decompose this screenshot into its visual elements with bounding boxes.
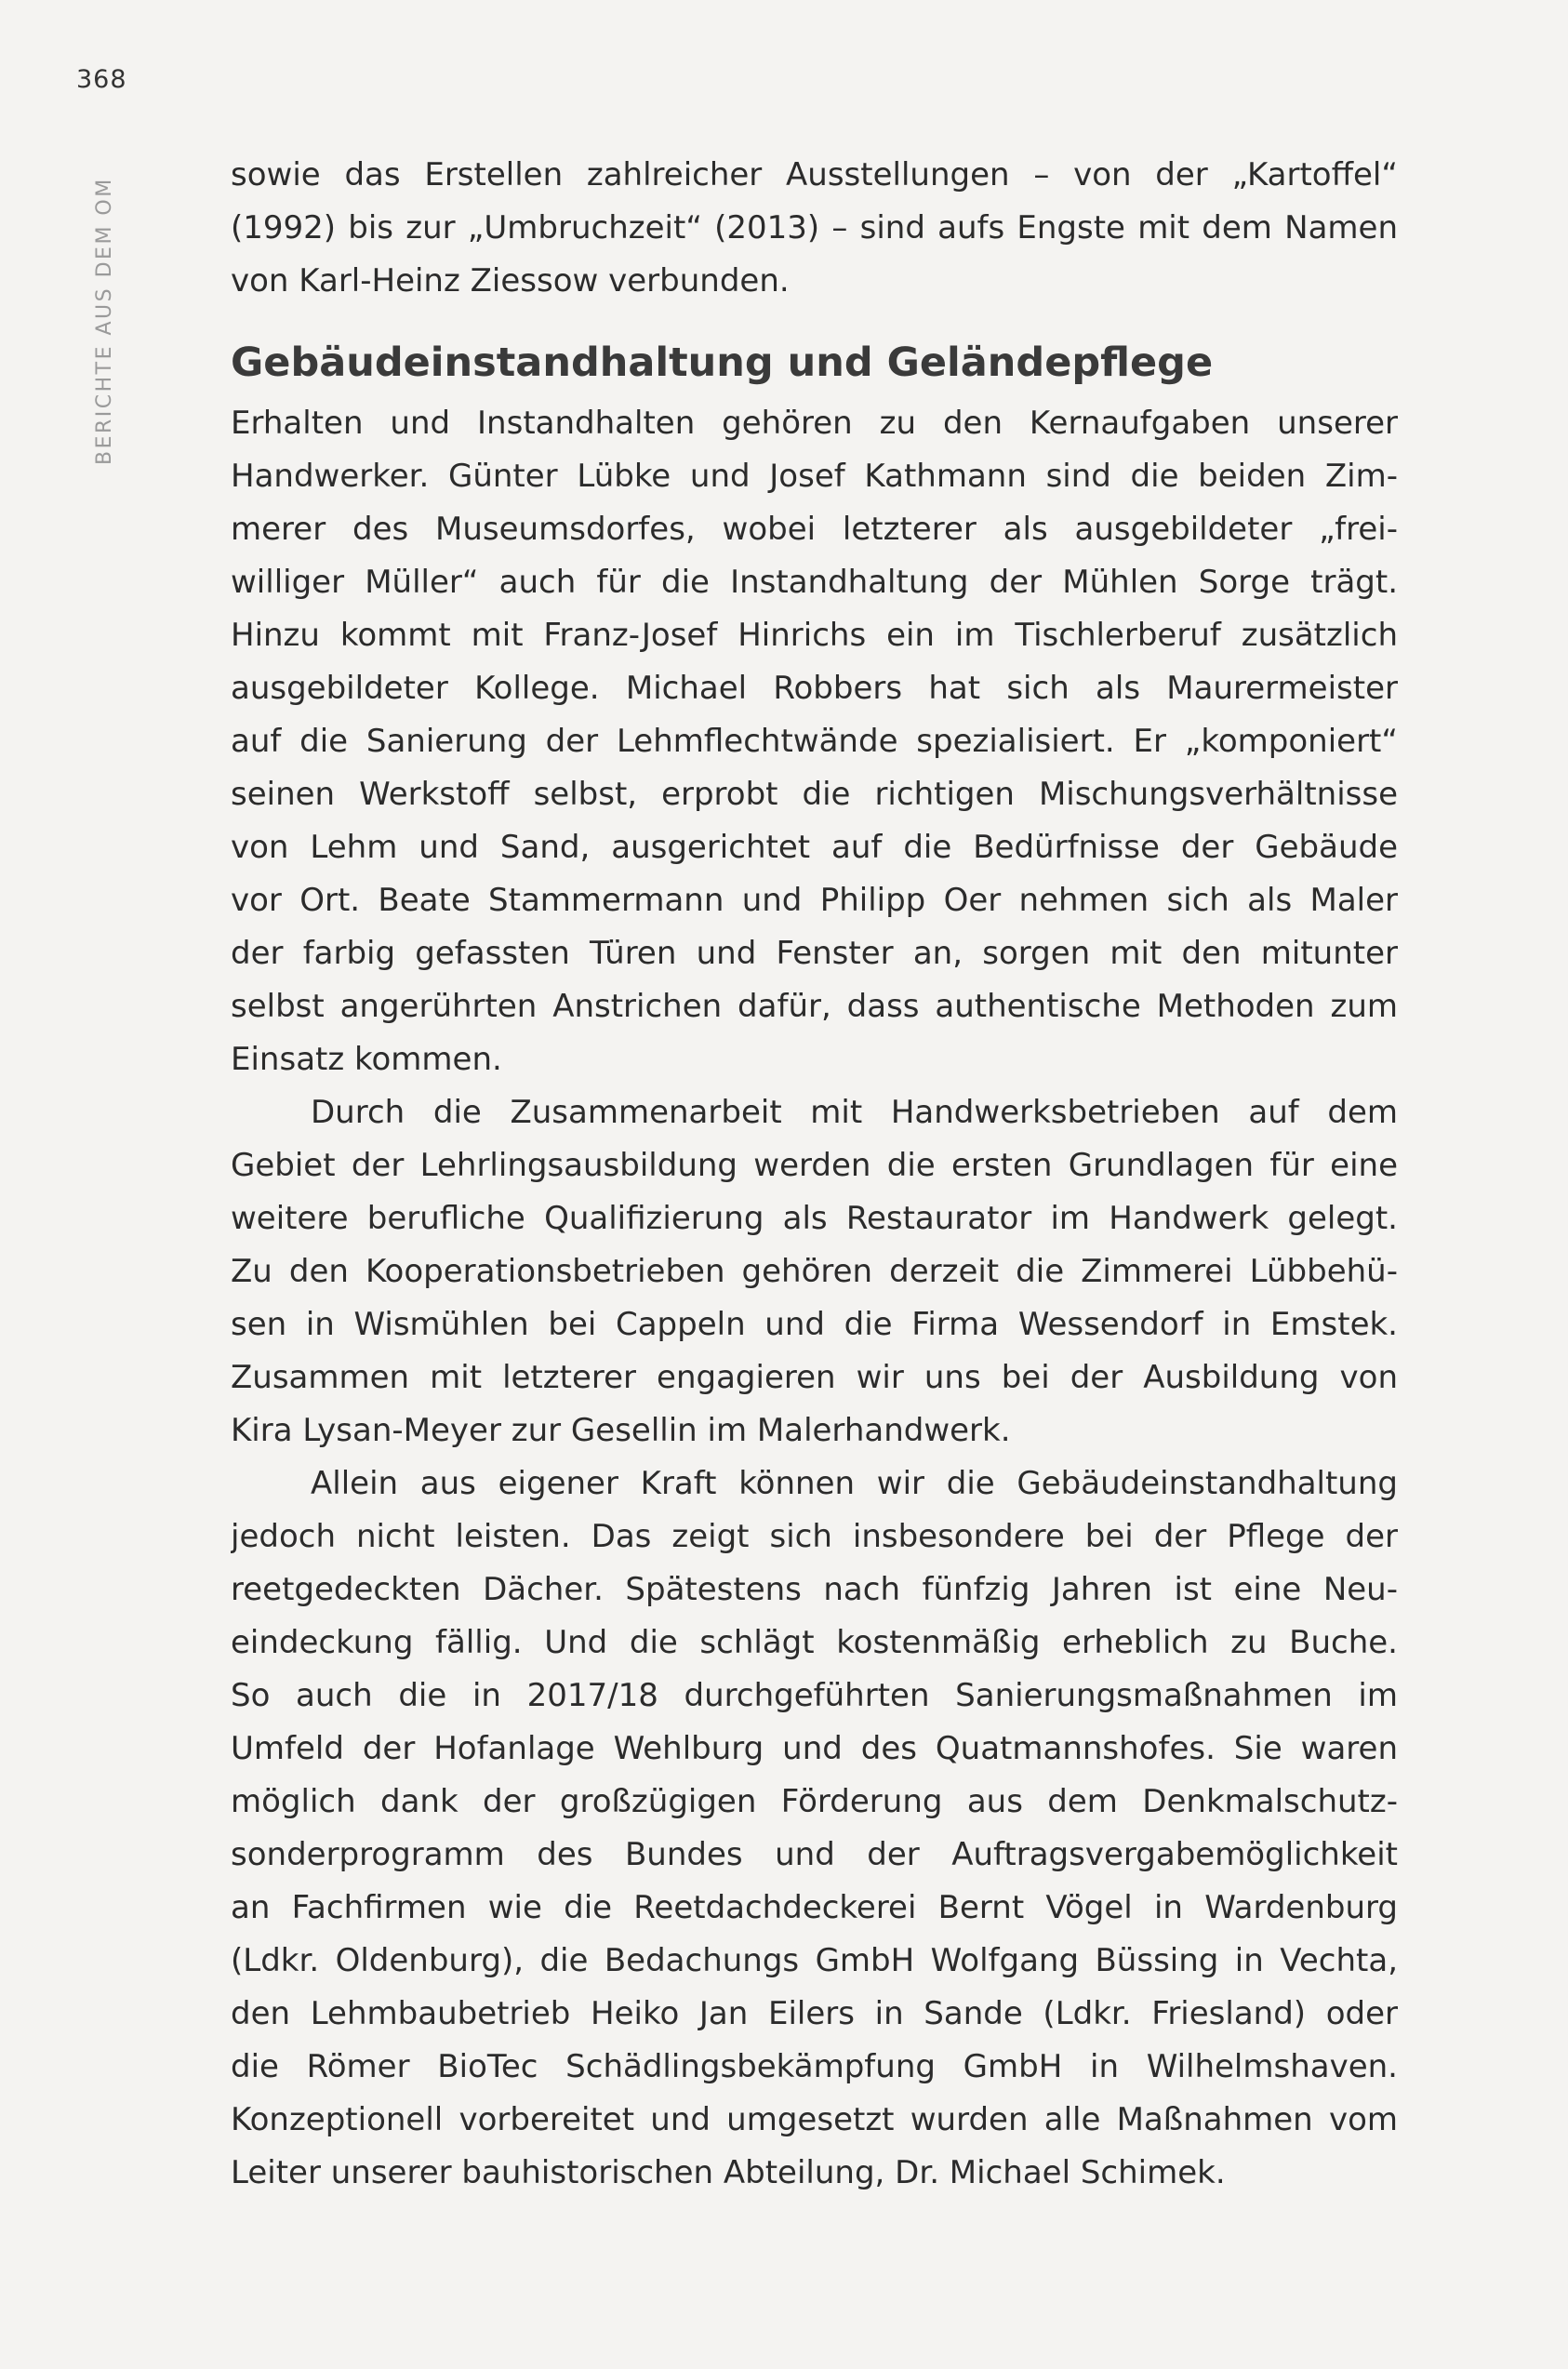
text-line: die Römer BioTec Schädlingsbekämpfung GmbH in Wilhelmshaven. [231, 2048, 1398, 2085]
text-line: So auch die in 2017/18 durchgeführten Sanierungsmaßnahmen im [231, 1677, 1398, 1714]
text-line: Zu den Kooperationsbetrieben gehören derzeit die Zimmerei Lübbehü- [231, 1253, 1398, 1290]
text-line: vor Ort. Beate Stammermann und Philipp Oer nehmen sich als Maler [231, 882, 1398, 919]
page-body [231, 149, 1398, 2200]
text-line: eindeckung fällig. Und die schlägt kostenmäßig erheblich zu Buche. [231, 1624, 1398, 1661]
running-head: BERICHTE AUS DEM OM [93, 177, 116, 465]
text-line: Durch die Zusammenarbeit mit Handwerksbetrieben auf dem [311, 1094, 1398, 1131]
text-line: möglich dank der großzügigen Förderung aus dem Denkmalschutz- [231, 1783, 1398, 1820]
text-line: sowie das Erstellen zahlreicher Ausstellungen – von der „Kartoffel“ [231, 156, 1398, 193]
text-line: selbst angerührten Anstrichen dafür, dass authentische Methoden zum [231, 988, 1398, 1025]
paragraph-3 [231, 1457, 1398, 2200]
text-line: Umfeld der Hofanlage Wehlburg und des Quatmannshofes. Sie waren [231, 1730, 1398, 1767]
text-line: Hinzu kommt mit Franz-Josef Hinrichs ein im Tischlerberuf zusätzlich [231, 617, 1398, 654]
intro-paragraph [231, 149, 1398, 308]
text-line: sonderprogramm des Bundes und der Auftragsvergabemöglichkeit [231, 1836, 1398, 1873]
text-line: Erhalten und Instandhalten gehören zu den Kernaufgaben unserer [231, 405, 1398, 442]
text-line: Gebiet der Lehrlingsausbildung werden die ersten Grundlagen für eine [231, 1147, 1398, 1184]
text-line: Leiter unserer bauhistorischen Abteilung, Dr. Michael Schimek. [231, 2154, 1226, 2191]
text-line: Allein aus eigener Kraft können wir die Gebäudeinstandhaltung [311, 1465, 1398, 1502]
text-line: weitere berufliche Qualifizierung als Restaurator im Handwerk gelegt. [231, 1200, 1398, 1237]
paragraph-2 [231, 1086, 1398, 1457]
text-line: Kira Lysan-Meyer zur Gesellin im Malerhandwerk. [231, 1412, 1011, 1449]
section-heading: Gebäudeinstandhaltung und Geländepflege [231, 339, 1214, 386]
text-line: Handwerker. Günter Lübke und Josef Kathmann sind die beiden Zim- [231, 458, 1398, 495]
text-line: den Lehmbaubetrieb Heiko Jan Eilers in Sande (Ldkr. Friesland) oder [231, 1995, 1398, 2032]
text-line: williger Müller“ auch für die Instandhaltung der Mühlen Sorge trägt. [231, 564, 1398, 601]
text-line: von Lehm und Sand, ausgerichtet auf die Bedürfnisse der Gebäude [231, 829, 1398, 866]
text-line: von Karl-Heinz Ziessow verbunden. [231, 262, 790, 299]
text-line: (Ldkr. Oldenburg), die Bedachungs GmbH Wolfgang Büssing in Vechta, [231, 1942, 1398, 1979]
text-line: Zusammen mit letzterer engagieren wir uns bei der Ausbildung von [231, 1359, 1398, 1396]
text-line: der farbig gefassten Türen und Fenster an, sorgen mit den mitunter [231, 935, 1398, 972]
text-line: jedoch nicht leisten. Das zeigt sich insbesondere bei der Pflege der [231, 1518, 1398, 1555]
text-line: auf die Sanierung der Lehmflechtwände spezialisiert. Er „komponiert“ [231, 723, 1398, 760]
text-line: Einsatz kommen. [231, 1041, 502, 1078]
text-line: reetgedeckten Dächer. Spätestens nach fünfzig Jahren ist eine Neu- [231, 1571, 1398, 1608]
text-line: (1992) bis zur „Umbruchzeit“ (2013) – sind aufs Engste mit dem Namen [231, 209, 1398, 246]
text-line: seinen Werkstoff selbst, erprobt die richtigen Mischungsverhältnisse [231, 776, 1398, 813]
text-line: merer des Museumsdorfes, wobei letzterer als ausgebildeter „frei- [231, 511, 1398, 548]
text-line: sen in Wismühlen bei Cappeln und die Firma Wessendorf in Emstek. [231, 1306, 1398, 1343]
text-line: ausgebildeter Kollege. Michael Robbers hat sich als Maurermeister [231, 670, 1398, 707]
text-line: Konzeptionell vorbereitet und umgesetzt wurden alle Maßnahmen vom [231, 2101, 1398, 2138]
page-number: 368 [76, 65, 127, 94]
text-line: an Fachfirmen wie die Reetdachdeckerei Bernt Vögel in Wardenburg [231, 1889, 1398, 1926]
paragraph-1 [231, 397, 1398, 1086]
